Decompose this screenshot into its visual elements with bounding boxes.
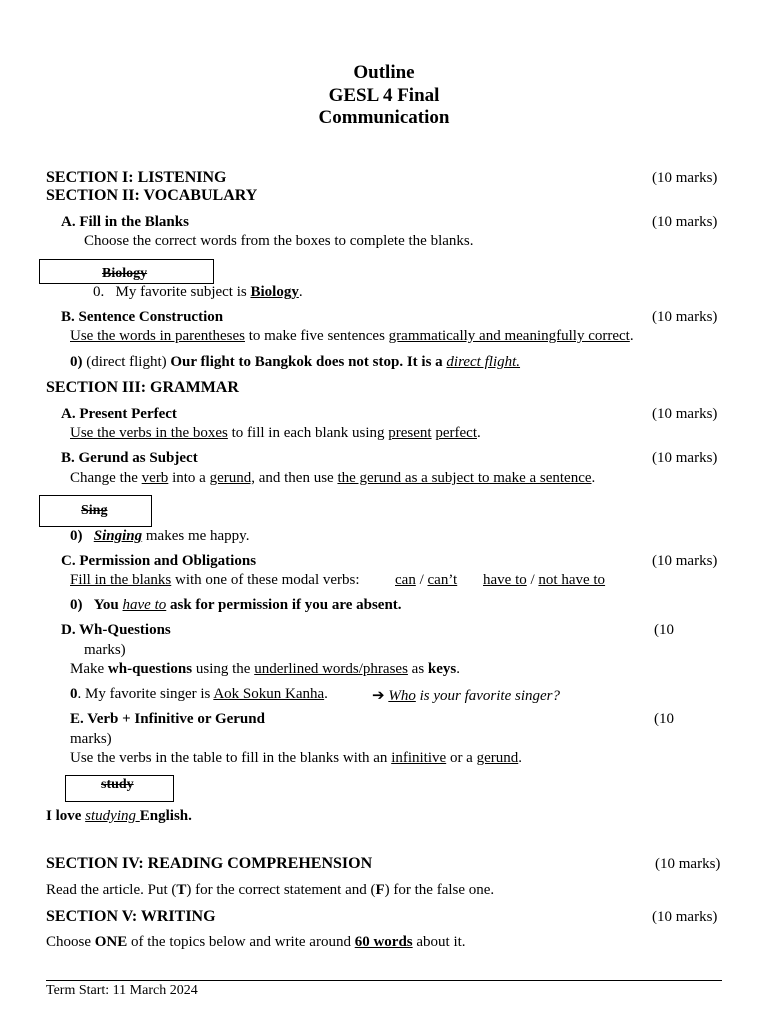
section-3b-marks: (10 marks): [652, 450, 718, 466]
instr-underlined: gerund: [476, 750, 519, 766]
section-3a-marks: (10 marks): [652, 406, 718, 422]
instr-underlined: perfect: [435, 425, 477, 441]
section-5-instruction: [46, 934, 466, 951]
answer-wh-word: Who: [388, 688, 416, 704]
instr-bold: keys: [427, 661, 457, 677]
modal-verbs-pair-2: [483, 572, 605, 589]
example-answer: studying: [85, 808, 140, 824]
section-3a-instruction: [70, 425, 481, 442]
section-3e-example: [46, 808, 192, 825]
section-5-title: SECTION V: WRITING: [46, 908, 216, 925]
section-3b-title: B. Gerund as Subject: [61, 450, 198, 466]
false-mark: F: [375, 882, 385, 898]
modal-verb: can: [395, 572, 416, 588]
instr-text: and then use: [254, 470, 338, 486]
section-3c-instruction: [70, 572, 360, 589]
section-3-title: SECTION III: GRAMMAR: [46, 379, 239, 396]
section-4-title: SECTION IV: READING COMPREHENSION: [46, 855, 373, 872]
doc-title-course: GESL 4 Final: [328, 85, 440, 106]
instr-text: using the: [192, 661, 255, 677]
section-3c-marks: (10 marks): [652, 553, 718, 569]
instr-bold: ONE: [94, 934, 128, 950]
instr-end: .: [518, 750, 522, 766]
example-text: You: [93, 597, 123, 613]
instr-text: or a: [446, 750, 477, 766]
section-3d-answer: [372, 686, 560, 705]
instr-text: Change the: [70, 470, 142, 486]
word-box-label: study: [101, 777, 134, 792]
modal-slash: /: [526, 572, 539, 588]
instr-underlined: present: [388, 425, 432, 441]
section-2a-example: [93, 284, 303, 301]
section-3c-example: [70, 597, 402, 614]
section-3c-title: C. Permission and Obligations: [61, 553, 257, 569]
section-3d-marks-cont: marks): [84, 642, 126, 658]
example-number: 0): [70, 597, 83, 613]
example-number: 0.: [93, 284, 105, 300]
example-sentence: Our flight to Bangkok does not stop. It is a: [170, 354, 447, 370]
example-number: 0): [70, 528, 83, 544]
example-key: Aok Sokun Kanha: [213, 686, 325, 702]
instr-end: .: [591, 470, 596, 486]
instr-text: Read the article. Put (: [46, 882, 177, 898]
doc-title-outline: Outline: [353, 62, 415, 83]
instr-text: of the topics below and write around: [127, 934, 355, 950]
instr-text: to fill in each blank using: [227, 425, 389, 441]
example-text: makes me happy.: [142, 528, 250, 544]
example-text: ask for permission if you are absent.: [166, 597, 402, 613]
section-2a-marks: (10 marks): [652, 214, 718, 230]
instr-end: .: [477, 425, 481, 441]
modal-verb: can’t: [427, 572, 458, 588]
section-3d-title: D. Wh-Questions: [61, 622, 171, 638]
example-number: 0): [70, 354, 83, 370]
arrow-icon: ➔: [372, 688, 385, 704]
word-box-label: Sing: [81, 503, 108, 518]
section-3e-marks-cont: marks): [70, 731, 112, 747]
instr-text: Use the verbs in the table to fill in the blanks with an: [70, 750, 392, 766]
instr-end: .: [629, 328, 634, 344]
example-end: .: [324, 686, 328, 702]
section-3d-marks: (10: [654, 622, 674, 638]
section-3e-instruction: [70, 750, 522, 767]
section-1-marks: (10 marks): [652, 170, 718, 186]
example-text: . My favorite singer is: [77, 686, 214, 702]
modal-verb: have to: [483, 572, 527, 588]
instr-text: about it.: [412, 934, 466, 950]
instr-bold: wh-questions: [107, 661, 193, 677]
section-3b-instruction: [70, 470, 595, 487]
example-answer: have to: [122, 597, 167, 613]
section-4-instruction: [46, 882, 494, 899]
section-2-title: SECTION II: VOCABULARY: [46, 187, 258, 204]
footer-divider: [46, 980, 722, 981]
section-3e-title: E. Verb + Infinitive or Gerund: [70, 711, 265, 727]
example-end: .: [298, 284, 303, 300]
section-2a-title: A. Fill in the Blanks: [61, 214, 189, 230]
section-4-marks: (10 marks): [655, 856, 721, 872]
instr-end: .: [456, 661, 461, 677]
example-answer: Biology: [250, 284, 299, 300]
example-answer: direct flight.: [446, 354, 521, 370]
section-5-marks: (10 marks): [652, 909, 718, 925]
instr-text: Choose: [46, 934, 95, 950]
section-2b-title: B. Sentence Construction: [61, 309, 224, 325]
instr-text: as: [407, 661, 428, 677]
section-2a-instruction: Choose the correct words from the boxes to complete the blanks.: [84, 233, 474, 249]
instr-text: ) for the false one.: [384, 882, 495, 898]
example-text: English.: [139, 808, 192, 824]
section-1-title: SECTION I: LISTENING: [46, 169, 227, 186]
section-2b-marks: (10 marks): [652, 309, 718, 325]
modal-verb: not have to: [538, 572, 606, 588]
instr-underlined: infinitive: [391, 750, 447, 766]
section-2b-example: [70, 354, 520, 371]
section-3d-instruction: [70, 661, 460, 678]
footer-term-start: Term Start: 11 March 2024: [46, 983, 198, 998]
example-answer: Singing: [93, 528, 143, 544]
modal-slash: /: [415, 572, 428, 588]
instr-underlined: gerund,: [209, 470, 255, 486]
instr-underlined: grammatically and meaningfully correct: [388, 328, 630, 344]
instr-text: Make: [70, 661, 108, 677]
true-mark: T: [176, 882, 187, 898]
section-3d-example: [70, 686, 328, 703]
word-box-label: Biology: [102, 266, 148, 281]
instr-text: to make five sentences: [244, 328, 389, 344]
example-text: My favorite subject is: [115, 284, 251, 300]
section-2b-instruction: [70, 328, 634, 345]
instr-text: with one of these modal verbs:: [171, 572, 360, 588]
instr-underlined: underlined words/phrases: [254, 661, 408, 677]
doc-title-subject: Communication: [318, 107, 450, 128]
instr-bold-underlined: 60 words: [354, 934, 413, 950]
example-text: I love: [46, 808, 86, 824]
answer-text: is your favorite singer?: [415, 688, 560, 704]
modal-verbs-pair-1: [395, 572, 457, 589]
example-number: 0: [70, 686, 78, 702]
section-3a-title: A. Present Perfect: [61, 406, 177, 422]
section-3e-marks: (10: [654, 711, 674, 727]
instr-underlined: Use the words in parentheses: [70, 328, 245, 344]
instr-underlined: the gerund as a subject to make a sentence: [337, 470, 592, 486]
section-3b-example: [70, 528, 249, 545]
instr-underlined: Use the verbs in the boxes: [70, 425, 228, 441]
instr-underlined: Fill in the blanks: [70, 572, 172, 588]
example-paren: (direct flight): [82, 354, 171, 370]
instr-text: into a: [168, 470, 210, 486]
instr-underlined: verb: [141, 470, 169, 486]
instr-text: ) for the correct statement and (: [186, 882, 376, 898]
